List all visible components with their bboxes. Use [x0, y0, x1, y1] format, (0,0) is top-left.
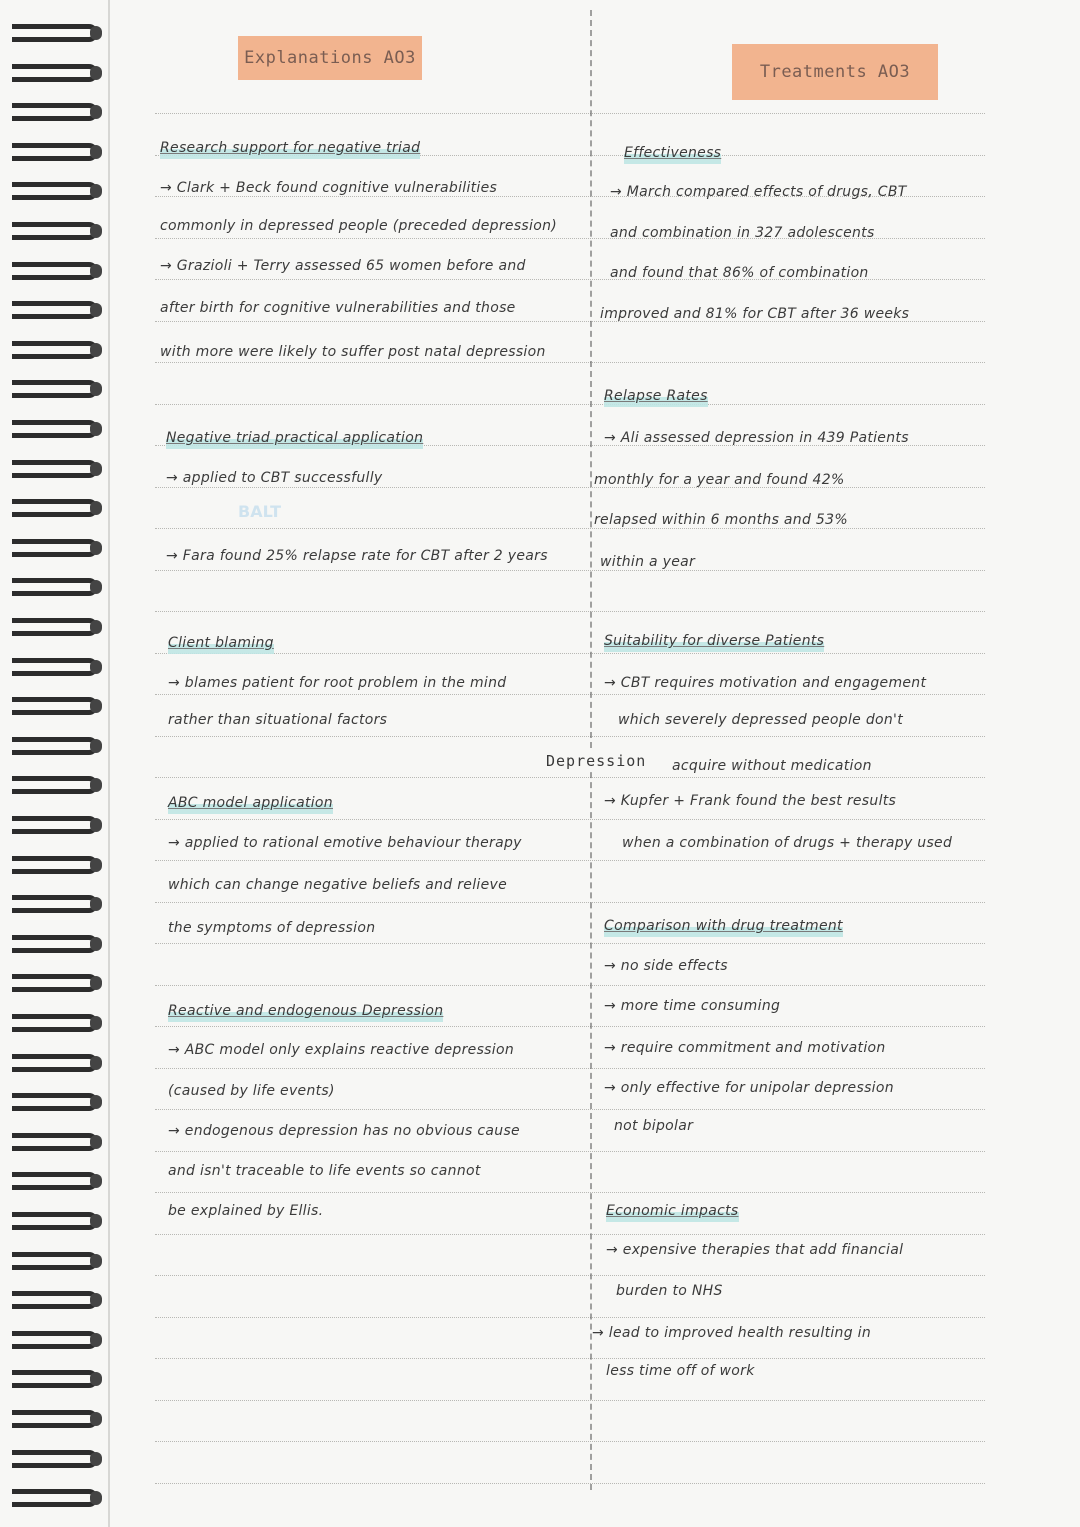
right-heading: Economic impacts	[606, 1203, 739, 1219]
coil-wire	[12, 658, 98, 676]
punch-hole	[90, 343, 102, 357]
spiral-coil	[12, 731, 108, 761]
right-line: and found that 86% of combination	[610, 265, 869, 281]
punch-hole	[90, 541, 102, 555]
right-line: → March compared effects of drugs, CBT	[610, 184, 907, 200]
spiral-coil	[12, 176, 108, 206]
coil-wire	[12, 539, 98, 557]
spiral-coil	[12, 18, 108, 48]
ruled-line	[155, 1400, 985, 1401]
right-line: → expensive therapies that add financial	[606, 1242, 904, 1258]
left-heading: Negative triad practical application	[166, 430, 423, 446]
coil-wire	[12, 895, 98, 913]
punch-hole	[90, 26, 102, 40]
coil-wire	[12, 618, 98, 636]
highlighter-mark	[168, 644, 274, 654]
spiral-coil	[12, 335, 108, 365]
spiral-coil	[12, 691, 108, 721]
ruled-line	[155, 113, 985, 114]
right-line: relapsed within 6 months and 53%	[594, 512, 848, 528]
punch-hole	[90, 303, 102, 317]
spiral-coil	[12, 374, 108, 404]
spiral-coil	[12, 1285, 108, 1315]
ruled-line	[155, 943, 985, 944]
right-line: and combination in 327 adolescents	[610, 225, 875, 241]
punch-hole	[90, 620, 102, 634]
left-line: → applied to CBT successfully	[166, 470, 383, 486]
right-heading: Comparison with drug treatment	[604, 918, 843, 934]
punch-hole	[90, 1214, 102, 1228]
spiral-coil	[12, 968, 108, 998]
punch-hole	[90, 739, 102, 753]
spiral-coil	[12, 1048, 108, 1078]
spiral-coil	[12, 1444, 108, 1474]
coil-wire	[12, 1291, 98, 1309]
spiral-coil	[12, 533, 108, 563]
spiral-coil	[12, 58, 108, 88]
left-line: (caused by life events)	[168, 1083, 335, 1099]
spiral-coil	[12, 770, 108, 800]
left-line: rather than situational factors	[168, 712, 388, 728]
spiral-coil	[12, 295, 108, 325]
right-header-text: Treatments AO3	[759, 62, 911, 82]
coil-wire	[12, 1489, 98, 1507]
faint-mark: BALT	[238, 502, 282, 521]
ruled-line	[155, 404, 985, 405]
punch-hole	[90, 580, 102, 594]
left-header-text: Explanations AO3	[244, 48, 416, 68]
right-heading: Suitability for diverse Patients	[604, 633, 824, 649]
right-line: not bipolar	[614, 1118, 694, 1134]
ruled-line	[155, 1192, 985, 1193]
coil-wire	[12, 776, 98, 794]
punch-hole	[90, 818, 102, 832]
coil-wire	[12, 222, 98, 240]
left-line: with more were likely to suffer post natal depression	[160, 344, 546, 360]
ruled-line	[155, 736, 985, 737]
ruled-line	[155, 777, 985, 778]
punch-hole	[90, 462, 102, 476]
coil-wire	[12, 182, 98, 200]
right-line: → Kupfer + Frank found the best results	[604, 793, 897, 809]
left-line: commonly in depressed people (preceded depression)	[160, 218, 558, 234]
coil-wire	[12, 301, 98, 319]
center-topic-label: Depression	[542, 752, 650, 770]
coil-wire	[12, 1133, 98, 1151]
coil-wire	[12, 262, 98, 280]
punch-hole	[90, 501, 102, 515]
left-line: → applied to rational emotive behaviour therapy	[168, 835, 522, 851]
right-line: → CBT requires motivation and engagement	[604, 675, 927, 691]
punch-hole	[90, 382, 102, 396]
coil-wire	[12, 578, 98, 596]
spiral-coil	[12, 1404, 108, 1434]
ruled-line	[155, 860, 985, 861]
left-line: → Grazioli + Terry assessed 65 women before and	[160, 258, 526, 274]
spiral-coil	[12, 929, 108, 959]
spiral-coil	[12, 493, 108, 523]
highlighter-mark	[604, 927, 843, 937]
coil-wire	[12, 737, 98, 755]
ruled-line	[155, 694, 985, 695]
punch-hole	[90, 976, 102, 990]
spiral-coil	[12, 889, 108, 919]
left-line: and isn't traceable to life events so cannot	[168, 1163, 481, 1179]
punch-hole	[90, 660, 102, 674]
ruled-line	[155, 528, 985, 529]
right-line: improved and 81% for CBT after 36 weeks	[600, 306, 910, 322]
coil-wire	[12, 974, 98, 992]
left-header	[238, 36, 422, 80]
coil-wire	[12, 64, 98, 82]
coil-wire	[12, 1014, 98, 1032]
ruled-line	[155, 1317, 985, 1318]
coil-wire	[12, 1212, 98, 1230]
punch-hole	[90, 699, 102, 713]
right-line: → require commitment and motivation	[604, 1040, 886, 1056]
spiral-coil	[12, 652, 108, 682]
spiral-coil	[12, 1087, 108, 1117]
coil-wire	[12, 341, 98, 359]
ruled-line	[155, 570, 985, 571]
left-line: → blames patient for root problem in the mind	[168, 675, 507, 691]
coil-wire	[12, 935, 98, 953]
highlighter-mark	[624, 154, 721, 164]
punch-hole	[90, 264, 102, 278]
punch-hole	[90, 422, 102, 436]
left-line: which can change negative beliefs and relieve	[168, 877, 507, 893]
coil-wire	[12, 1331, 98, 1349]
punch-hole	[90, 184, 102, 198]
coil-wire	[12, 1054, 98, 1072]
ruled-line	[155, 1483, 985, 1484]
coil-wire	[12, 24, 98, 42]
punch-hole	[90, 1056, 102, 1070]
coil-wire	[12, 1450, 98, 1468]
right-line: → more time consuming	[604, 998, 781, 1014]
coil-wire	[12, 1370, 98, 1388]
right-header	[732, 44, 938, 100]
punch-hole	[90, 897, 102, 911]
highlighter-mark	[604, 397, 708, 407]
ruled-line	[155, 902, 985, 903]
ruled-line	[155, 1026, 985, 1027]
punch-hole	[90, 1174, 102, 1188]
column-divider	[590, 10, 592, 1490]
spiral-coil	[12, 612, 108, 642]
spiral-coil	[12, 1127, 108, 1157]
coil-wire	[12, 1093, 98, 1111]
punch-hole	[90, 1293, 102, 1307]
punch-hole	[90, 858, 102, 872]
right-line: within a year	[600, 554, 696, 570]
spiral-coil	[12, 216, 108, 246]
spiral-coil	[12, 1206, 108, 1236]
highlighter-mark	[160, 149, 420, 159]
left-line: → endogenous depression has no obvious cause	[168, 1123, 520, 1139]
right-line: → no side effects	[604, 958, 728, 974]
spiral-coil	[12, 1364, 108, 1394]
punch-hole	[90, 1135, 102, 1149]
punch-hole	[90, 1333, 102, 1347]
right-line: which severely depressed people don't	[618, 712, 903, 728]
left-line: → ABC model only explains reactive depression	[168, 1042, 514, 1058]
highlighter-mark	[168, 1012, 443, 1022]
right-line: burden to NHS	[616, 1283, 723, 1299]
punch-hole	[90, 1412, 102, 1426]
coil-wire	[12, 1410, 98, 1428]
right-line: → only effective for unipolar depression	[604, 1080, 894, 1096]
page-edge	[108, 0, 110, 1527]
ruled-line	[155, 1234, 985, 1235]
punch-hole	[90, 778, 102, 792]
right-heading: Relapse Rates	[604, 388, 708, 404]
coil-wire	[12, 1252, 98, 1270]
punch-hole	[90, 1372, 102, 1386]
spiral-coil	[12, 1325, 108, 1355]
right-line: when a combination of drugs + therapy used	[622, 835, 953, 851]
left-heading: Reactive and endogenous Depression	[168, 1003, 443, 1019]
coil-wire	[12, 380, 98, 398]
ruled-line	[155, 362, 985, 363]
spiral-coil	[12, 850, 108, 880]
coil-wire	[12, 143, 98, 161]
ruled-line	[155, 653, 985, 654]
left-heading: Research support for negative triad	[160, 140, 420, 156]
punch-hole	[90, 1491, 102, 1505]
punch-hole	[90, 66, 102, 80]
ruled-line	[155, 1068, 985, 1069]
ruled-line	[155, 985, 985, 986]
left-line: after birth for cognitive vulnerabilities and those	[160, 300, 516, 316]
coil-wire	[12, 499, 98, 517]
spiral-coil	[12, 572, 108, 602]
spiral-coil	[12, 810, 108, 840]
coil-wire	[12, 420, 98, 438]
spiral-coil	[12, 1483, 108, 1513]
left-heading: Client blaming	[168, 635, 274, 651]
ruled-line	[155, 487, 985, 488]
punch-hole	[90, 224, 102, 238]
left-line: → Fara found 25% relapse rate for CBT after 2 years	[166, 548, 548, 564]
coil-wire	[12, 460, 98, 478]
ruled-line	[155, 611, 985, 612]
spiral-coil	[12, 1246, 108, 1276]
punch-hole	[90, 1095, 102, 1109]
right-line: acquire without medication	[672, 758, 872, 774]
ruled-line	[155, 1358, 985, 1359]
highlighter-mark	[604, 642, 824, 652]
spiral-coil	[12, 454, 108, 484]
coil-wire	[12, 856, 98, 874]
highlighter-mark	[606, 1212, 739, 1222]
highlighter-mark	[168, 804, 333, 814]
ruled-line	[155, 1151, 985, 1152]
ruled-line	[155, 1109, 985, 1110]
spiral-coil	[12, 256, 108, 286]
coil-wire	[12, 1172, 98, 1190]
ruled-line	[155, 1275, 985, 1276]
spiral-coil	[12, 1166, 108, 1196]
left-line: the symptoms of depression	[168, 920, 376, 936]
left-heading: ABC model application	[168, 795, 333, 811]
right-line: → lead to improved health resulting in	[592, 1325, 872, 1341]
ruled-line	[155, 1441, 985, 1442]
coil-wire	[12, 816, 98, 834]
coil-wire	[12, 103, 98, 121]
punch-hole	[90, 105, 102, 119]
spiral-coil	[12, 137, 108, 167]
spiral-coil	[12, 1008, 108, 1038]
punch-hole	[90, 1254, 102, 1268]
punch-hole	[90, 1016, 102, 1030]
punch-hole	[90, 1452, 102, 1466]
right-line: monthly for a year and found 42%	[594, 472, 845, 488]
right-line: less time off of work	[606, 1363, 755, 1379]
punch-hole	[90, 937, 102, 951]
left-line: → Clark + Beck found cognitive vulnerabilities	[160, 180, 498, 196]
punch-hole	[90, 145, 102, 159]
spiral-coil	[12, 414, 108, 444]
spiral-binding	[0, 0, 130, 1527]
right-line: → Ali assessed depression in 439 Patients	[604, 430, 909, 446]
right-heading: Effectiveness	[624, 145, 721, 161]
ruled-line	[155, 819, 985, 820]
left-line: be explained by Ellis.	[168, 1203, 324, 1219]
coil-wire	[12, 697, 98, 715]
highlighter-mark	[166, 439, 423, 449]
spiral-coil	[12, 97, 108, 127]
